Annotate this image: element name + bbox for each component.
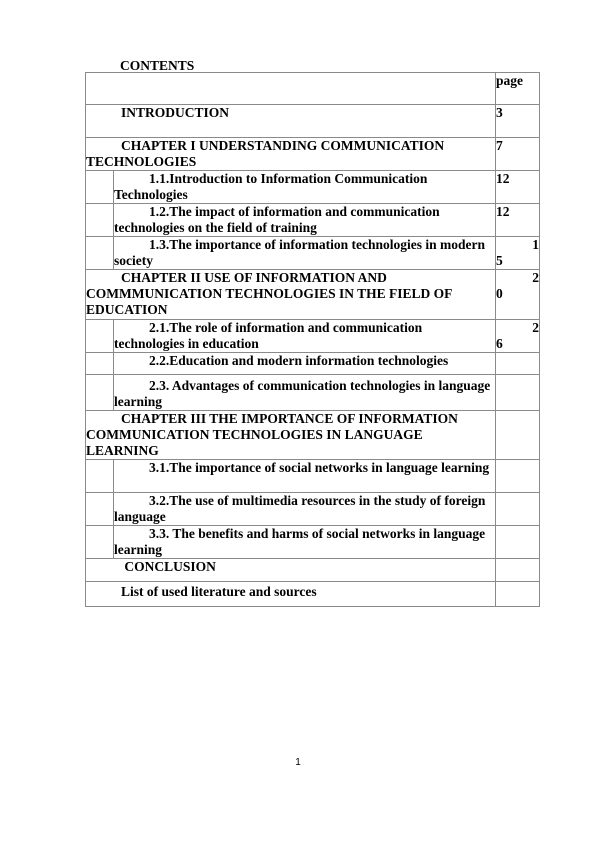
toc-entry-text[interactable]: CONCLUSION (121, 559, 216, 574)
toc-entry-page: 1 5 (496, 237, 539, 268)
toc-entry-text[interactable]: 3.3. The benefits and harms of social networks in language learning (114, 526, 486, 557)
toc-row (86, 559, 540, 582)
toc-row (86, 460, 540, 493)
header-row (86, 73, 540, 105)
toc-entry-text[interactable]: 3.1.The importance of social networks in language learning (149, 460, 490, 475)
toc-entry-text[interactable]: 2.2.Education and modern information technologies (149, 353, 449, 368)
toc-row (86, 375, 540, 411)
toc-entry-text[interactable]: 2.3. Advantages of communication technologies in language learning (114, 378, 491, 409)
toc-row (86, 138, 540, 171)
toc-entry-page: 12 (496, 204, 510, 219)
toc-row (86, 411, 540, 460)
toc-entry-text[interactable]: 2.1.The role of information and communication technologies in education (114, 320, 423, 351)
toc-row (86, 171, 540, 204)
toc-row (86, 353, 540, 375)
toc-entry-page: 12 (496, 171, 510, 186)
toc-row (86, 204, 540, 237)
toc-entry-text[interactable]: 1.3.The importance of information technologies in modern society (114, 237, 485, 268)
toc-row (86, 526, 540, 559)
toc-entry-page: 2 6 (496, 320, 539, 351)
toc-entry-text[interactable]: 1.1.Introduction to Information Communication Technologies (114, 171, 428, 202)
toc-entry-page: 3 (496, 105, 503, 120)
toc-entry-text[interactable]: List of used literature and sources (121, 584, 317, 599)
toc-entry-page: 7 (496, 138, 503, 153)
toc-entry-text[interactable]: 1.2.The impact of information and communication technologies on the field of training (114, 204, 440, 235)
toc-entry-text[interactable]: 3.2.The use of multimedia resources in the study of foreign language (114, 493, 486, 524)
toc-entry-text[interactable]: INTRODUCTION (121, 105, 230, 120)
toc-row (86, 582, 540, 607)
toc-entry-text[interactable]: CHAPTER II USE OF INFORMATION AND COMMMUNICATION TECHNOLOGIES IN THE FIELD OF EDUCATION (86, 270, 452, 317)
toc-row (86, 270, 540, 320)
toc-row (86, 237, 540, 270)
toc-entry-page: 2 0 (496, 270, 539, 301)
toc-entry-text[interactable]: CHAPTER I UNDERSTANDING COMMUNICATION TECHNOLOGIES (86, 138, 445, 169)
toc-row (86, 105, 540, 138)
table-of-contents (85, 72, 540, 607)
toc-entry-text[interactable]: CHAPTER III THE IMPORTANCE OF INFORMATION COMMUNICATION TECHNOLOGIES IN LANGUAGE LEARNING (86, 411, 458, 458)
page-column-label: page (496, 73, 523, 88)
page-number: 1 (295, 757, 301, 768)
toc-row (86, 493, 540, 526)
contents-heading: CONTENTS (120, 58, 195, 73)
toc-row (86, 320, 540, 353)
